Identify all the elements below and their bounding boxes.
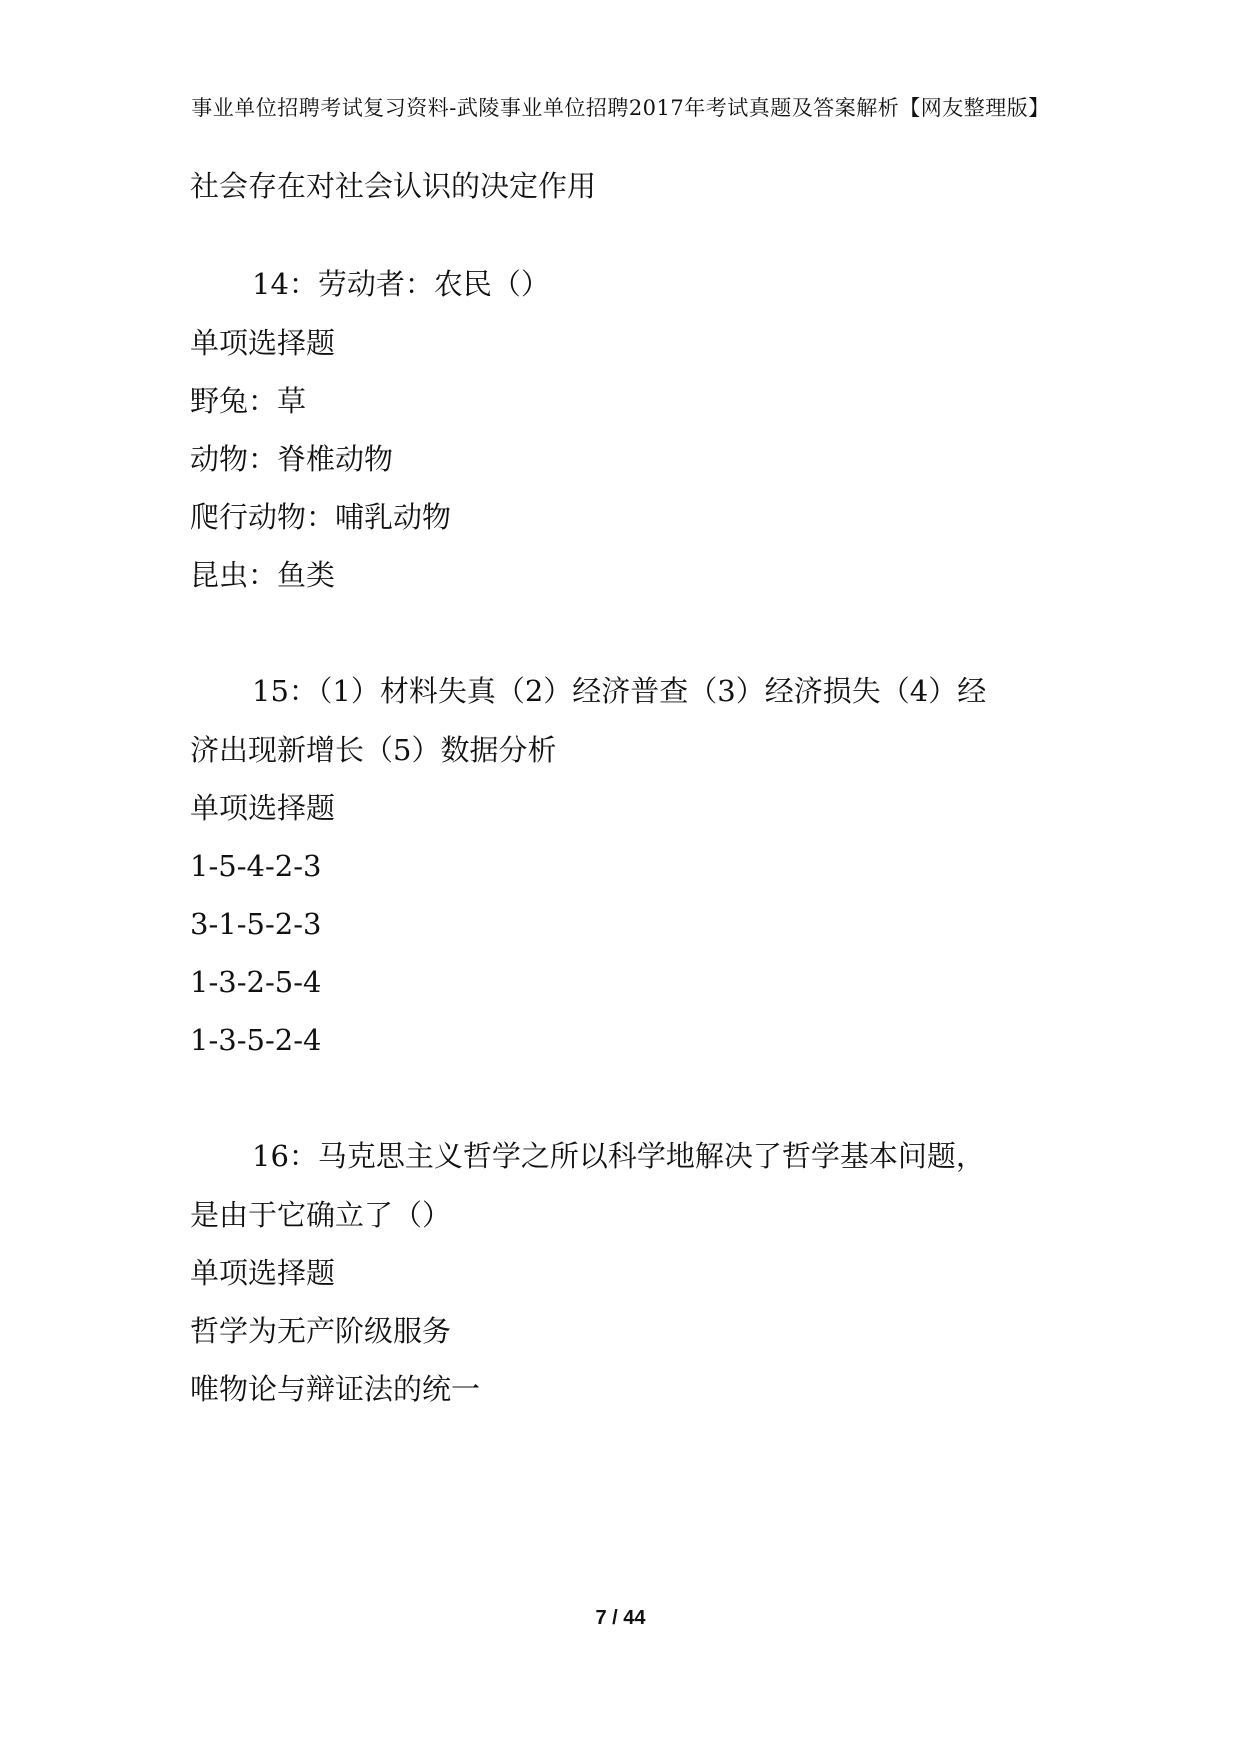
question-type: 单项选择题 <box>190 326 336 360</box>
answer-option: 社会存在对社会认识的决定作用 <box>190 169 597 203</box>
answer-option: 唯物论与辩证法的统一 <box>190 1372 481 1406</box>
answer-option: 哲学为无产阶级服务 <box>190 1314 452 1348</box>
question-stem: 15：（1）材料失真（2）经济普查（3）经济损失（4）经 <box>252 674 987 708</box>
answer-option: 昆虫：鱼类 <box>190 558 336 592</box>
page-number: 7 / 44 <box>595 1607 646 1629</box>
question-stem: 14：劳动者：农民（） <box>252 267 550 301</box>
answer-option: 野兔：草 <box>190 384 307 418</box>
answer-option: 1-5-4-2-3 <box>190 849 322 883</box>
page-header: 事业单位招聘考试复习资料-武陵事业单位招聘2017年考试真题及答案解析【网友整理版】 <box>191 96 1050 120</box>
question-stem-continued: 是由于它确立了（） <box>190 1198 452 1232</box>
question-type: 单项选择题 <box>190 1256 336 1290</box>
question-stem-continued: 济出现新增长（5）数据分析 <box>190 733 557 767</box>
question-type: 单项选择题 <box>190 791 336 825</box>
answer-option: 3-1-5-2-3 <box>190 907 322 941</box>
question-stem: 16：马克思主义哲学之所以科学地解决了哲学基本问题， <box>252 1139 985 1173</box>
answer-option: 动物：脊椎动物 <box>190 442 394 476</box>
answer-option: 1-3-2-5-4 <box>190 965 322 999</box>
answer-option: 1-3-5-2-4 <box>190 1023 322 1057</box>
answer-option: 爬行动物：哺乳动物 <box>190 500 452 534</box>
